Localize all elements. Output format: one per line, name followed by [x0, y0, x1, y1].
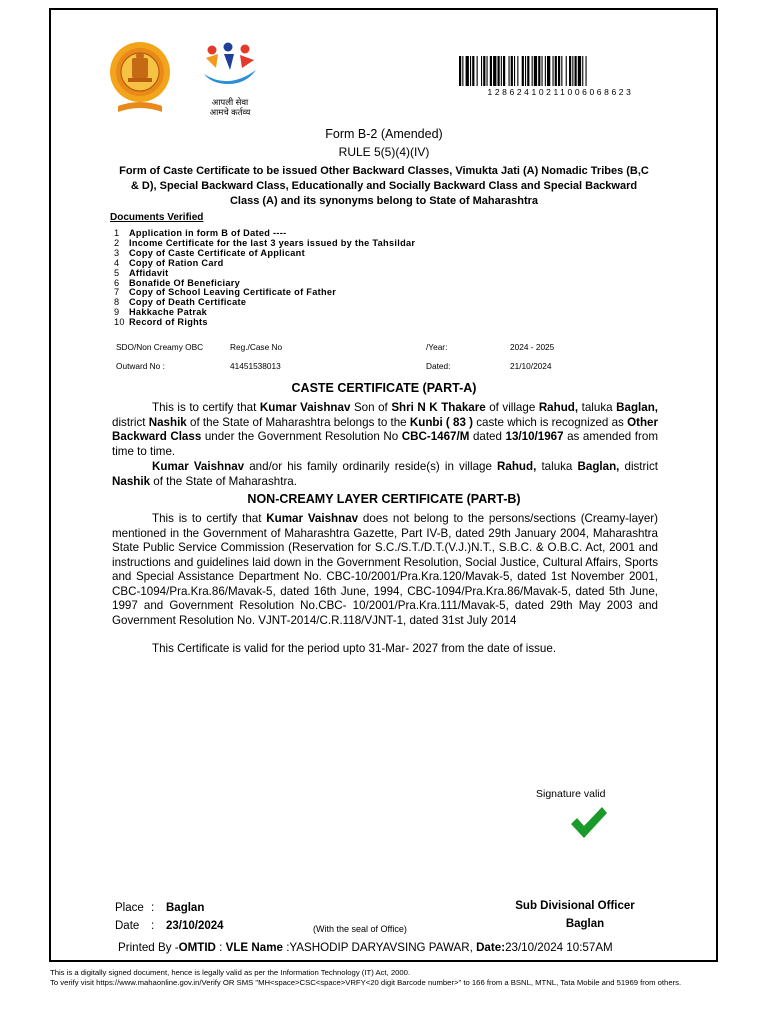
highlighted-text: Nashik — [112, 474, 151, 488]
highlighted-text: Kumar Vaishnav — [259, 401, 351, 414]
reg-case-label: Reg./Case No — [230, 342, 283, 352]
barcode-bar — [514, 56, 515, 86]
highlighted-text: 13/10/1967 — [505, 430, 564, 443]
barcode-bar — [532, 56, 533, 86]
place-value: Baglan — [166, 902, 205, 914]
printed-date: 23/10/2024 10:57AM — [505, 941, 613, 954]
paragraph-text: dated — [469, 430, 506, 443]
highlighted-text: Kumar Vaishnav — [266, 512, 359, 525]
document-item-number: 7 — [114, 287, 120, 298]
document-item-label: Copy of Caste Certificate of Applicant — [129, 247, 305, 258]
barcode-bar — [553, 56, 554, 86]
barcode-bar — [472, 56, 474, 86]
barcode-bar — [477, 56, 478, 86]
barcode-bar — [498, 56, 500, 86]
barcode-number: 12862410211006068623 — [487, 87, 634, 97]
printed-by-line: Printed By -OMTID : VLE Name :YASHODIP DARYAVSING PAWAR, Date:23/10/2024 10:57AM — [118, 941, 613, 954]
logo-tagline — [198, 97, 262, 117]
barcode-bar — [466, 56, 469, 86]
barcode-bar — [545, 56, 546, 86]
aapli-seva-logo — [198, 40, 262, 116]
barcode-bar — [511, 56, 513, 86]
barcode-bar — [538, 56, 540, 86]
paragraph-text: Son of — [350, 401, 392, 414]
dated-value: 21/10/2024 — [510, 361, 552, 371]
place-colon: : — [151, 902, 155, 914]
barcode-bar — [569, 56, 571, 86]
part-a-residence-paragraph — [112, 460, 658, 489]
barcode-bar — [561, 56, 562, 86]
highlighted-text: Kumar Vaishnav — [152, 460, 245, 473]
logo-tagline-line2: आमचे कर्तव्य — [209, 107, 251, 117]
document-item — [114, 318, 415, 328]
barcode-bar — [483, 56, 485, 86]
barcode-bar — [490, 56, 492, 86]
paragraph-text: taluka — [578, 401, 617, 414]
vle-name: YASHODIP DARYAVSING PAWAR, — [289, 941, 473, 954]
highlighted-text: Shri N K Thakare — [391, 401, 486, 414]
printed-date-label: Date: — [476, 941, 506, 954]
office-label: SDO/Non Creamy OBC — [116, 342, 204, 352]
dated-label: Dated: — [426, 361, 451, 371]
paragraph-text: taluka — [536, 460, 578, 473]
disclaimer-line-1: This is a digitally signed document, hence is legally valid as per the Information Technology (IT) Act, 2000. — [50, 968, 411, 977]
document-item-label: Copy of Ration Card — [129, 257, 224, 268]
check-mark-icon — [568, 804, 608, 842]
hands-people-icon — [198, 40, 262, 90]
validity-statement: This Certificate is valid for the period upto 31-Mar- 2027 from the date of issue. — [152, 642, 557, 655]
document-item-number: 1 — [114, 228, 120, 238]
barcode-bar — [481, 56, 482, 86]
paragraph-text: does not belong to the persons/sections (Creamy-layer) mentioned in the Government of Maharashtra Gazette, Part IV-B, dated 29th January 2004, Maharashtra State Public Service Commission (Reservation for S.C./S.T./D.T.(V.J.)N.T., S.B.C. & O.B.C. Act, 2001 and instructions and guidelines laid down in the Government Resolution, Social Justice, Cultural Affairs, Sports and Special Assistance Department No. CBC-10/2001/Pra.Kra.120/Mavak-5, dated 1st November 2001, CBC-1094/Pra.Kra.86/Mavak-5, dated 16th June, 1994, CBC-1094/Pra.Kra.86/Mavak-5, dated 5th June, 1997 and Government Resolution No.CBC- 10/2001/Pra.Kra.111/Mavak-5, dated 29th May 2003 and Government Resolution No. VJNT-2014/C.R.118/VJNT-1, dated 31st July 2014 — [112, 512, 658, 627]
highlighted-text: Baglan, — [616, 401, 658, 414]
barcode-bar — [501, 56, 502, 86]
barcode-bar — [586, 56, 587, 86]
omtid-label: OMTID — [178, 941, 216, 954]
barcode-bar — [503, 56, 505, 86]
document-item-label: Income Certificate for the last 3 years issued by the Tahsildar — [129, 237, 416, 248]
outward-number: 41451538013 — [230, 361, 281, 371]
paragraph-text: and/or his family ordinarily reside(s) in village — [244, 460, 498, 473]
place-label: Place — [115, 902, 144, 914]
date-value: 23/10/2024 — [166, 920, 224, 932]
outward-label: Outward No : — [116, 361, 165, 371]
seal-note: (With the seal of Office) — [313, 924, 407, 934]
part-b-heading: NON-CREAMY LAYER CERTIFICATE (PART-B) — [247, 492, 521, 506]
document-item-label: Application in form B of Dated ---- — [129, 228, 287, 238]
disclaimer — [50, 968, 724, 989]
barcode-bar — [558, 56, 560, 86]
barcode-bar — [578, 56, 581, 86]
year-label: /Year: — [426, 342, 448, 352]
document-item-number: 8 — [114, 297, 120, 308]
highlighted-text: Nashik — [148, 415, 187, 429]
barcode-bar — [525, 56, 526, 86]
maharashtra-seal-emblem — [108, 36, 172, 116]
highlighted-text: Rahud, — [538, 401, 579, 414]
rule-number: RULE 5(5)(4)(IV) — [338, 145, 430, 159]
document-item-number: 3 — [114, 247, 120, 258]
year-value: 2024 - 2025 — [510, 342, 555, 352]
vle-name-label: VLE Name — [225, 941, 283, 954]
paragraph-text: of the State of Maharashtra belongs to the — [186, 415, 410, 429]
document-item-label: Affidavit — [129, 267, 169, 278]
paragraph-text: of village — [485, 401, 539, 414]
barcode-bar — [555, 56, 557, 86]
document-item-number: 5 — [114, 267, 120, 278]
barcode-bar — [517, 56, 518, 86]
barcode-bar — [582, 56, 583, 86]
signature-valid-label: Signature valid — [536, 788, 606, 800]
barcode-bar — [534, 56, 537, 86]
logo-tagline-line1: आपली सेवा — [211, 97, 249, 107]
paragraph-text: This is to certify that — [152, 401, 260, 414]
printed-by-label: Printed By - — [118, 941, 179, 954]
document-item-label: Record of Rights — [129, 317, 208, 328]
document-item-number: 2 — [114, 237, 120, 248]
documents-verified-heading: Documents Verified — [110, 212, 204, 223]
date-label: Date — [115, 920, 140, 932]
paragraph-text: district — [619, 460, 658, 473]
date-colon: : — [151, 920, 155, 932]
officer-title: Sub Divisional Officer — [515, 900, 635, 912]
highlighted-text: CBC-1467/M — [401, 430, 470, 443]
document-item-label: Hakkache Patrak — [129, 307, 208, 318]
barcode-bar — [522, 56, 524, 86]
barcode-bar — [572, 56, 573, 86]
highlighted-text: Baglan, — [577, 460, 620, 473]
paragraph-text: of the State of Maharashtra. — [150, 474, 297, 488]
document-item-label: Copy of School Leaving Certificate of Father — [129, 287, 337, 298]
paragraph-text: district — [112, 415, 149, 429]
documents-list — [114, 229, 415, 328]
document-item-label: Copy of Death Certificate — [129, 297, 247, 308]
barcode-bar — [493, 56, 496, 86]
barcode-bar — [527, 56, 529, 86]
highlighted-text: Other Backward Class — [112, 415, 659, 443]
form-title: Form B-2 (Amended) — [325, 127, 443, 141]
disclaimer-line-2: To verify visit https://www.mahaonline.gov.in/Verify OR SMS "MH<space>CSC<space>VRFY<20 digit Barcode number>" to 166 from a BSNL, MTNL, Tata Mobile and 51969 from others. — [50, 978, 682, 988]
barcode — [458, 56, 663, 86]
barcode-bar — [542, 56, 543, 86]
form-description: Form of Caste Certificate to be issued Other Backward Classes, Vimukta Jati (A) Nomadic Tribes (B,C & D), Special Backward Class, Educationally and Socially Backward Class and Special Backward Class (A) and its synonyms belong to State of Maharashtra — [119, 165, 649, 207]
barcode-bar — [462, 56, 463, 86]
document-item-number: 10 — [114, 317, 125, 328]
barcode-bar — [509, 56, 510, 86]
officer-place: Baglan — [565, 918, 605, 930]
paragraph-text: caste which is recognized as — [473, 415, 628, 429]
part-a-paragraph — [112, 401, 658, 459]
barcode-bar — [547, 56, 550, 86]
barcode-bar — [470, 56, 471, 86]
barcode-bar — [575, 56, 577, 86]
paragraph-text: This is to certify that — [152, 512, 267, 525]
barcode-bar — [487, 56, 488, 86]
highlighted-text: Rahud, — [497, 460, 537, 473]
barcode-bar — [566, 56, 567, 86]
document-item-label: Bonafide Of Beneficiary — [129, 277, 241, 288]
paragraph-text: as amended from time to time. — [112, 430, 658, 458]
paragraph-text: under the Government Resolution No — [201, 430, 402, 443]
barcode-bar — [459, 56, 461, 86]
part-a-heading: CASTE CERTIFICATE (PART-A) — [291, 381, 477, 395]
document-item-number: 6 — [114, 277, 120, 288]
document-item-number: 9 — [114, 307, 120, 318]
highlighted-text: Kunbi ( 83 ) — [409, 415, 474, 429]
part-b-paragraph — [112, 512, 658, 628]
document-item-number: 4 — [114, 257, 120, 268]
